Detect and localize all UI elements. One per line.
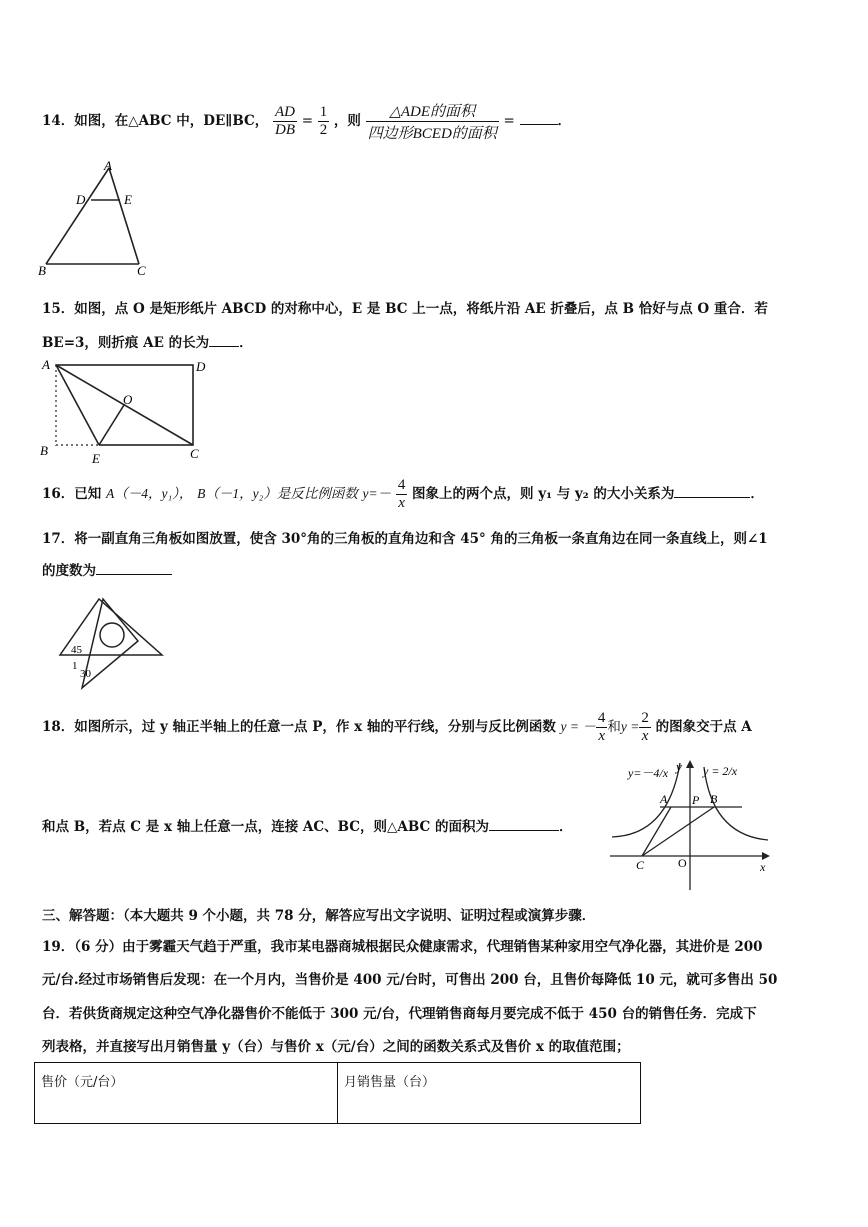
q16-text: 图象上的两个点，则 y₁ 与 y₂ 的大小关系为 <box>412 486 675 502</box>
q15-label-d: D <box>196 359 206 374</box>
q18-text-a: 18．如图所示，过 <box>42 719 156 735</box>
q17-figure <box>56 595 168 691</box>
q18-frac1-den: x <box>598 728 605 744</box>
q14-frac1-den: DB <box>275 122 295 138</box>
q14-frac2-den: 2 <box>319 122 328 138</box>
q17-line2 <box>42 559 172 579</box>
section3-heading: 三、解答题：（本大题共 9 个小题，共 78 分，解答应写出文字说明、证明过程或演算步骤． <box>42 908 596 924</box>
q16-prefix: 16．已知 <box>42 486 102 502</box>
q18-figure <box>608 755 778 895</box>
q15-answer-blank[interactable] <box>209 333 239 347</box>
q18-frac1-num: 4 <box>597 710 606 726</box>
q18-label-p: P <box>692 793 700 807</box>
q18-frac2 <box>639 710 651 745</box>
q16-line <box>42 477 764 512</box>
q18-y-arrow <box>686 760 694 768</box>
q19-table-header-sales: 月销售量（台） <box>338 1063 641 1124</box>
q16-answer-blank[interactable] <box>674 484 750 498</box>
q17-line1: 17．将一副直角三角板如图放置，使含 30°角的三角板的直角边和含 45° 角的三角板一条直角边在同一条直线上，则∠1 <box>42 531 768 547</box>
q16-end: ． <box>750 486 764 502</box>
q17-label-1: 1 <box>72 660 78 672</box>
q15-line1: 15．如图，点 O 是矩形纸片 ABCD 的对称中心，E 是 BC 上一点，将纸片沿 AE 折叠后，点 B 恰好与点 O 重合．若 <box>42 301 768 317</box>
q15-label-b: B <box>40 443 48 458</box>
q14-frac-one-half <box>318 104 330 139</box>
q14-label-a: A <box>104 158 112 173</box>
q15-figure <box>36 355 211 470</box>
q14-answer-blank[interactable] <box>520 111 558 125</box>
q16-point-b: B（－1，y₂）是反比例函数 <box>197 486 358 501</box>
q14-frac1-num: AD <box>275 104 295 120</box>
q18-and: 和 <box>607 719 621 735</box>
q14-then: ，则 <box>333 113 361 129</box>
q14-frac-ad-db <box>273 104 297 139</box>
q14-figure <box>36 158 156 280</box>
q15-label-c: C <box>190 446 199 461</box>
q19-table-header-price: 售价（元/台） <box>35 1063 338 1124</box>
q15-label-e: E <box>92 451 100 466</box>
q14-eq: = <box>301 113 314 129</box>
q14-label-b: B <box>38 263 46 278</box>
q16-frac <box>396 477 408 512</box>
q19-line3: 台．若供货商规定这种空气净化器售价不能低于 300 元/台，代理销售商每月要完成不低于 450 台的销售任务．完成下 <box>42 1006 757 1022</box>
q18-label-a: A <box>660 792 668 806</box>
q14-label-e: E <box>124 192 132 207</box>
q17-line2-text: 的度数为 <box>42 563 96 579</box>
q19-line1: 19．（6 分）由于雾霾天气趋于严重，我市某电器商城根据民众健康需求，代理销售某种家用空气净化器，其进价是 200 <box>42 939 763 955</box>
q14-frac3-num: △ADE的面积 <box>366 100 499 122</box>
q18-frac1 <box>596 710 608 745</box>
q18-fn2: y = <box>620 719 640 734</box>
q15-segment-eo <box>99 405 124 445</box>
q16-function: y=－ <box>362 486 392 501</box>
q14-prefix: 14．如图，在△ABC 中，DE∥BC， <box>42 113 269 129</box>
q18-fn1: y = － <box>560 719 596 734</box>
q19-table <box>34 1062 641 1124</box>
q18-line2 <box>42 815 573 835</box>
q14-side-ac <box>109 168 139 264</box>
q18-text-c: 的图象交于点 A <box>655 719 752 735</box>
q15-line2 <box>42 331 253 351</box>
q17-label-30: 30 <box>80 668 91 680</box>
q17-answer-blank[interactable] <box>96 561 172 575</box>
q18-label-y: y <box>676 759 682 774</box>
q19-line4: 列表格，并直接写出月销售量 y（台）与售价 x（元/台）之间的函数关系式及售价 x 的取值范围； <box>42 1039 630 1055</box>
q18-label-c: C <box>636 858 645 872</box>
q15-line2-end: ． <box>239 335 253 351</box>
q14-label-d: D <box>76 192 86 207</box>
q18-text-b: y 轴正半轴上的任意一点 P，作 x 轴的平行线，分别与反比例函数 <box>160 719 556 735</box>
q14-frac2-num: 1 <box>319 104 328 120</box>
q17-label-45: 45 <box>71 644 82 656</box>
q14-label-c: C <box>137 263 146 278</box>
q14-tail: ． <box>557 113 572 129</box>
q18-label-neg4x: y=－4/x <box>628 766 669 780</box>
q17-circle-hole <box>100 623 124 647</box>
q14-frac-area <box>366 100 499 143</box>
q18-frac2-den: x <box>641 728 649 744</box>
q18-segment-ac <box>642 807 671 856</box>
q18-line2-text: 和点 B，若点 C 是 x 轴上任意一点，连接 AC、BC，则△ABC 的面积为 <box>42 819 489 835</box>
q16-frac-num: 4 <box>397 477 406 493</box>
q18-label-b: B <box>710 792 718 806</box>
q18-label-x: x <box>760 860 766 874</box>
q15-label-a: A <box>42 357 50 372</box>
q18-segment-bc <box>642 807 714 856</box>
q16-point-a: A（－4，y₁）， <box>106 486 193 501</box>
q16-frac-den: x <box>398 495 405 511</box>
table-row <box>35 1063 641 1124</box>
q18-x-arrow <box>762 852 770 860</box>
q15-label-o: O <box>123 392 133 407</box>
q18-frac2-num: 2 <box>641 710 649 726</box>
q14-frac3-den: 四边形BCED的面积 <box>367 126 497 142</box>
q19-line2: 元/台.经过市场销售后发现：在一个月内，当售价是 400 元/台时，可售出 200 台，且售价每降低 10 元，就可多售出 50 <box>42 972 778 988</box>
q18-label-o: O <box>678 856 687 870</box>
q15-line2-text: BE=3，则折痕 AE 的长为 <box>42 335 210 351</box>
q14-eq2: = <box>503 113 515 129</box>
q18-line2-end: ． <box>559 819 573 835</box>
q14-line <box>42 100 571 143</box>
q18-line1 <box>42 710 752 745</box>
q18-answer-blank[interactable] <box>489 817 559 831</box>
q18-label-2x: y = 2/x <box>703 764 738 778</box>
q14-side-ab <box>46 168 109 264</box>
